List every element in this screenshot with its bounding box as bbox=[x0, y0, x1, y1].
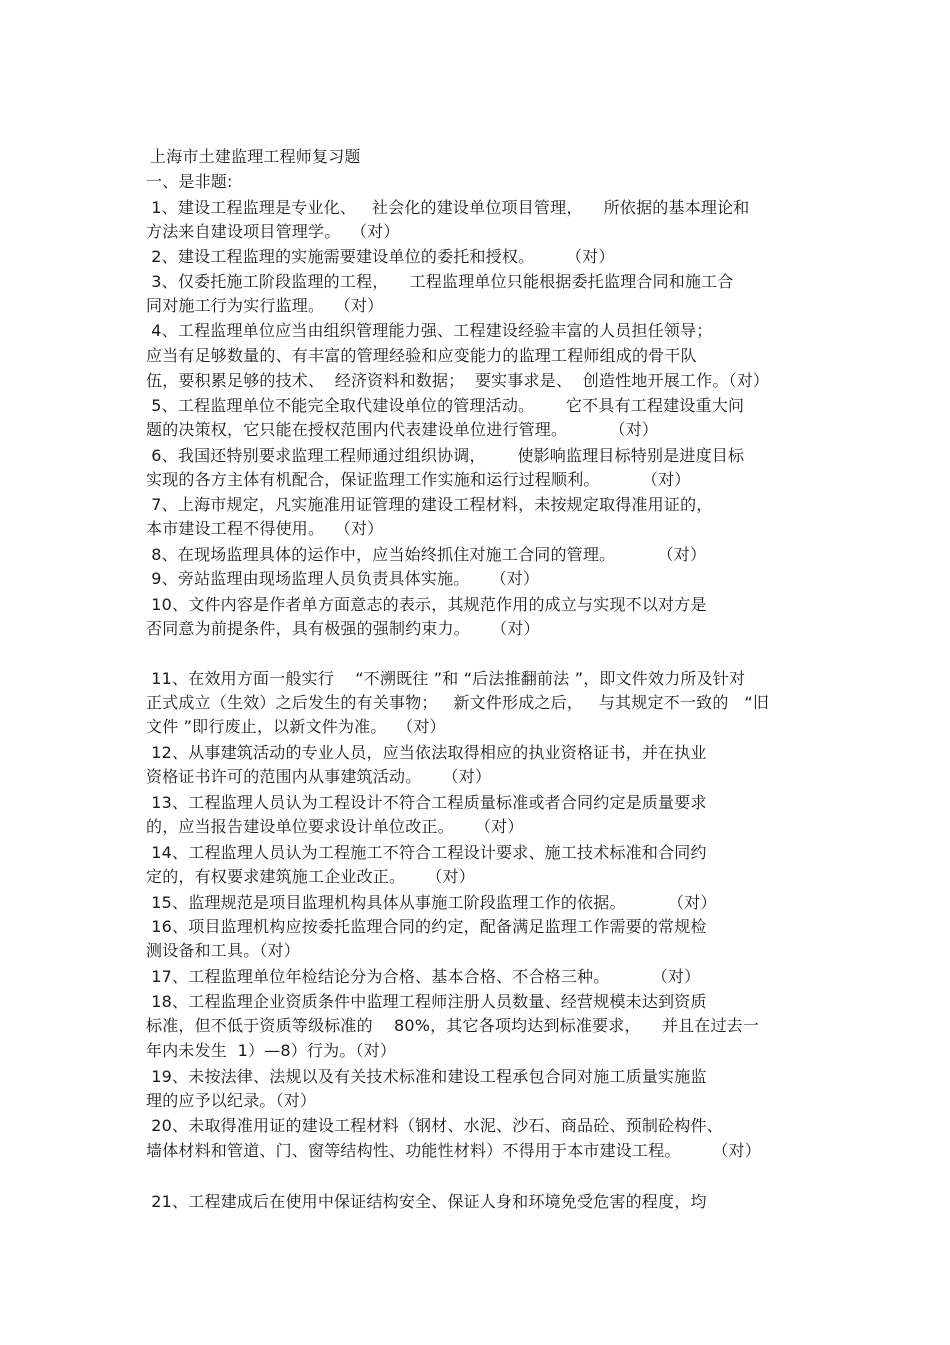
text-line: 7、上海市规定，凡实施准用证管理的建设工程材料，未按规定取得准用证的， bbox=[146, 495, 713, 514]
text-line: 17、工程监理单位年检结论分为合格、基本合格、不合格三种。 （对） bbox=[146, 967, 701, 986]
text-line: 题的决策权，它只能在授权范围内代表建设单位进行管理。 （对） bbox=[146, 420, 659, 439]
text-line: 8、在现场监理具体的运作中，应当始终抓住对施工合同的管理。 （对） bbox=[146, 545, 707, 564]
text-line: 1、建设工程监理是专业化、 社会化的建设单位项目管理， 所依据的基本理论和 bbox=[146, 198, 750, 217]
text-line: 14、工程监理人员认为工程施工不符合工程设计要求、施工技术标准和合同约 bbox=[146, 843, 707, 862]
text-line: 20、未取得准用证的建设工程材料（钢材、水泥、沙石、商品砼、预制砼构件、 bbox=[146, 1116, 723, 1135]
text-line: 理的应予以纪录。（对） bbox=[146, 1091, 317, 1110]
text-line: 11、在效用方面一般实行 “不溯既往 ”和 “后法推翻前法 ”，即文件效力所及针对 bbox=[146, 669, 746, 688]
text-line: 5、工程监理单位不能完全取代建设单位的管理活动。 它不具有工程建设重大问 bbox=[146, 396, 745, 415]
text-line: 15、监理规范是项目监理机构具体从事施工阶段监理工作的依据。 （对） bbox=[146, 893, 717, 912]
text-line: 定的，有权要求建筑施工企业改正。 （对） bbox=[146, 867, 475, 886]
text-line: 测设备和工具。（对） bbox=[146, 941, 301, 960]
text-line: 13、工程监理人员认为工程设计不符合工程质量标准或者合同约定是质量要求 bbox=[146, 793, 707, 812]
text-line: 10、文件内容是作者单方面意志的表示，其规范作用的成立与实现不以对方是 bbox=[146, 595, 707, 614]
text-line: 墙体材料和管道、门、窗等结构性、功能性材料）不得用于本市建设工程。 （对） bbox=[146, 1141, 761, 1160]
text-line: 4、工程监理单位应当由组织管理能力强、工程建设经验丰富的人员担任领导； bbox=[146, 321, 713, 340]
text-line: 21、工程建成后在使用中保证结构安全、保证人身和环境免受危害的程度，均 bbox=[146, 1192, 707, 1211]
text-line: 标准，但不低于资质等级标准的 80%，其它各项均达到标准要求， 并且在过去一 bbox=[146, 1016, 760, 1035]
text-line: 方法来自建设项目管理学。 （对） bbox=[146, 222, 400, 241]
text-line: 正式成立（生效）之后发生的有关事物； 新文件形成之后， 与其规定不一致的 “旧 bbox=[146, 693, 770, 712]
text-line: 年内未发生 1）—8）行为。（对） bbox=[146, 1041, 397, 1060]
text-line: 应当有足够数量的、有丰富的管理经验和应变能力的监理工程师组成的骨干队 bbox=[146, 346, 697, 365]
text-line: 18、工程监理企业资质条件中监理工程师注册人员数量、经营规模未达到资质 bbox=[146, 992, 707, 1011]
text-line: 否同意为前提条件，具有极强的强制约束力。 （对） bbox=[146, 619, 540, 638]
text-line: 12、从事建筑活动的专业人员，应当依法取得相应的执业资格证书，并在执业 bbox=[146, 743, 707, 762]
text-line: 9、旁站监理由现场监理人员负责具体实施。 （对） bbox=[146, 569, 540, 588]
text-line: 6、我国还特别要求监理工程师通过组织协调， 使影响监理目标特别是进度目标 bbox=[146, 446, 745, 465]
text-line: 3、仅委托施工阶段监理的工程， 工程监理单位只能根据委托监理合同和施工合 bbox=[146, 272, 734, 291]
section-heading: 一、是非题: bbox=[146, 172, 233, 191]
text-line: 同对施工行为实行监理。 （对） bbox=[146, 296, 384, 315]
document-title: 上海市土建监理工程师复习题 bbox=[150, 147, 361, 166]
text-line: 2、建设工程监理的实施需要建设单位的委托和授权。 （对） bbox=[146, 247, 615, 266]
text-line: 19、未按法律、法规以及有关技术标准和建设工程承包合同对施工质量实施监 bbox=[146, 1067, 707, 1086]
text-line: 实现的各方主体有机配合，保证监理工作实施和运行过程顺利。 （对） bbox=[146, 470, 691, 489]
text-line: 本市建设工程不得使用。 （对） bbox=[146, 519, 384, 538]
text-line: 16、项目监理机构应按委托监理合同的约定，配备满足监理工作需要的常规检 bbox=[146, 917, 707, 936]
text-line: 文件 ”即行废止，以新文件为准。 （对） bbox=[146, 717, 446, 736]
text-line: 伍，要积累足够的技术、 经济资料和数据； 要实事求是、 创造性地开展工作。（对） bbox=[146, 371, 770, 390]
text-line: 资格证书许可的范围内从事建筑活动。 （对） bbox=[146, 767, 492, 786]
text-line: 的，应当报告建设单位要求设计单位改正。 （对） bbox=[146, 817, 524, 836]
